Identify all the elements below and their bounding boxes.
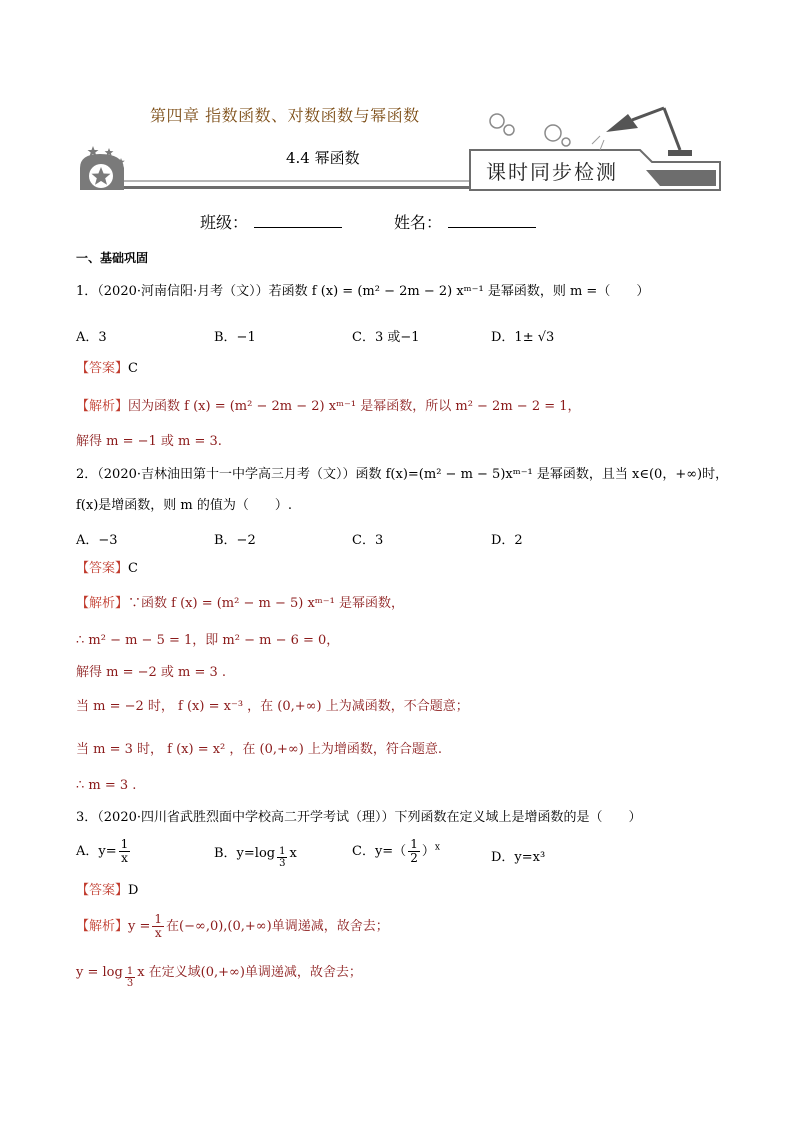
fraction-denominator: 3 bbox=[126, 978, 134, 989]
fraction-numerator: 1 bbox=[279, 846, 286, 857]
class-blank[interactable] bbox=[254, 213, 342, 228]
q2-option-c: C．3 bbox=[352, 533, 384, 548]
fraction-numerator: 1 bbox=[120, 837, 129, 851]
name-label: 姓名： bbox=[394, 213, 443, 232]
q3-option-b-prefix: B．y=log bbox=[214, 846, 276, 861]
q1-answer bbox=[76, 360, 138, 378]
q3-analysis-2 bbox=[76, 956, 362, 989]
q1-option-c: C．3 或−1 bbox=[352, 330, 420, 345]
name-blank[interactable] bbox=[448, 213, 536, 228]
analysis-label: 【解析】 bbox=[76, 399, 129, 414]
q2-option-b: B．−2 bbox=[214, 533, 256, 548]
q3-option-a-fraction bbox=[119, 838, 131, 865]
q3-option-a bbox=[76, 838, 132, 865]
fraction-denominator: x bbox=[154, 926, 162, 940]
answer-label: 【答案】 bbox=[76, 361, 129, 376]
analysis-label: 【解析】 bbox=[76, 596, 129, 611]
analysis-label: 【解析】 bbox=[76, 919, 129, 934]
q1-option-a: A．3 bbox=[76, 330, 107, 345]
q2-analysis-2: ∴ m² − m − 5 = 1，即 m² − m − 6 = 0， bbox=[76, 633, 340, 648]
q2-answer bbox=[76, 560, 138, 578]
fraction-numerator: 1 bbox=[126, 966, 134, 977]
q2-analysis-text-1: ∵函数 f (x) = (m² − m − 5) xᵐ⁻¹ 是幂函数， bbox=[128, 596, 404, 611]
tag-label: 课时同步检测 bbox=[486, 160, 618, 184]
q2-option-a: A．−3 bbox=[76, 533, 118, 548]
header-banner bbox=[0, 0, 794, 200]
q1-answer-value: C bbox=[128, 361, 138, 376]
q2-analysis-3: 解得 m = −2 或 m = 3 . bbox=[76, 665, 227, 680]
q3-answer bbox=[76, 882, 138, 900]
q3-option-b bbox=[214, 838, 297, 869]
answer-label: 【答案】 bbox=[76, 883, 129, 898]
fraction-numerator: 1 bbox=[154, 912, 163, 926]
q3-option-c bbox=[352, 838, 440, 865]
class-label: 班级： bbox=[200, 213, 249, 232]
fraction-denominator: x bbox=[121, 851, 128, 865]
q3-analysis-1-suffix: 在(−∞,0),(0,+∞)单调递减，故舍去； bbox=[166, 919, 389, 934]
q3-option-d: D．y=x³ bbox=[491, 850, 546, 865]
q2-option-d: D．2 bbox=[491, 533, 523, 548]
q3-option-b-fraction bbox=[277, 846, 287, 869]
q3-analysis-2-prefix: y = log bbox=[76, 965, 123, 980]
q2-analysis-4: 当 m = −2 时， f (x) = x⁻³ ，在 (0,+∞) 上为减函数，不合题意； bbox=[76, 699, 469, 714]
q1-analysis-text-1: 因为函数 f (x) = (m² − 2m − 2) xᵐ⁻¹ 是幂函数，所以 m² − 2m − 2 = 1， bbox=[128, 399, 581, 414]
q3-answer-value: D bbox=[128, 883, 139, 898]
fraction-numerator: 1 bbox=[410, 837, 418, 851]
bubble-icon bbox=[490, 114, 570, 146]
q3-option-c-prefix: C．y=（ bbox=[352, 844, 407, 859]
answer-label: 【答案】 bbox=[76, 561, 129, 576]
section-title: 4.4 幂函数 bbox=[286, 149, 360, 167]
q3-analysis-1-prefix: y = bbox=[128, 919, 151, 934]
q1-option-d: D．1± √3 bbox=[491, 330, 555, 345]
fraction-denominator: 2 bbox=[410, 851, 418, 865]
q1-analysis-1 bbox=[76, 398, 581, 416]
q3-option-c-exponent: x bbox=[434, 842, 440, 853]
class-field bbox=[200, 210, 342, 233]
q3-analysis-2-fraction bbox=[125, 966, 135, 989]
q1-analysis-2: 解得 m = −1 或 m = 3. bbox=[76, 434, 222, 449]
q1-option-b: B．−1 bbox=[214, 330, 256, 345]
q3-analysis-1 bbox=[76, 912, 389, 942]
section-heading: 一、基础巩固 bbox=[76, 251, 149, 265]
q2-stem-2: f(x)是增函数，则 m 的值为（ ）. bbox=[76, 498, 293, 513]
banner-graphic bbox=[0, 0, 794, 200]
q3-stem: 3．（2020·四川省武胜烈面中学校高二开学考试（理））下列函数在定义域上是增函数的是（ ） bbox=[76, 810, 642, 825]
q1-stem: 1．（2020·河南信阳·月考（文））若函数 f (x) = (m² − 2m − 2) xᵐ⁻¹ 是幂函数，则 m =（ ） bbox=[76, 284, 650, 299]
q3-option-c-fraction bbox=[408, 838, 420, 865]
q3-analysis-2-suffix: x 在定义域(0,+∞)单调递减，故舍去； bbox=[137, 965, 362, 980]
chapter-title: 第四章 指数函数、对数函数与幂函数 bbox=[150, 106, 420, 125]
fraction-denominator: 3 bbox=[279, 858, 286, 869]
q3-option-a-prefix: A．y= bbox=[76, 844, 117, 859]
q2-answer-value: C bbox=[128, 561, 138, 576]
star-badge-icon bbox=[80, 146, 125, 190]
q2-stem-1: 2．（2020·吉林油田第十一中学高三月考（文））函数 f(x)=(m² − m − 5)xᵐ⁻¹ 是幂函数，且当 x∈(0，+∞)时， bbox=[76, 467, 729, 482]
q2-analysis-6: ∴ m = 3 . bbox=[76, 778, 137, 793]
lamp-icon bbox=[592, 108, 692, 156]
name-field bbox=[394, 210, 536, 233]
q3-option-b-suffix: x bbox=[289, 846, 297, 861]
q2-analysis-1 bbox=[76, 595, 404, 613]
q3-analysis-1-fraction bbox=[152, 913, 164, 940]
q2-analysis-5: 当 m = 3 时， f (x) = x² ，在 (0,+∞) 上为增函数，符合题意. bbox=[76, 742, 443, 757]
q3-option-c-suffix: ） bbox=[421, 844, 435, 859]
